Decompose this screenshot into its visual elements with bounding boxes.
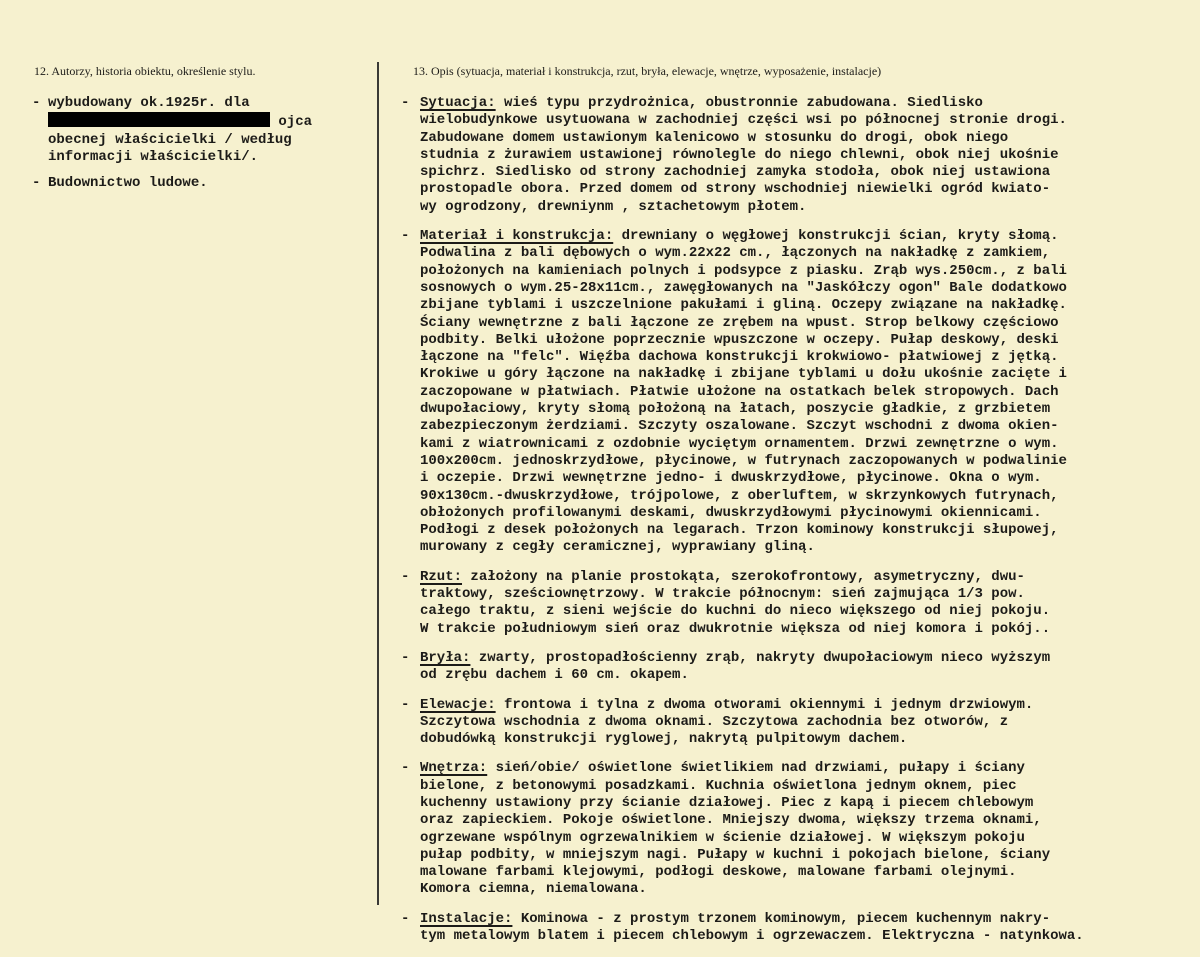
section-13-header: 13. Opis (sytuacja, materiał i konstrukcja, rzut, bryła, elewacje, wnętrze, wyposażenie, instalacje) [413, 64, 882, 78]
rzut-line-1: Rzut: założony na planie prostokąta, szerokofrontowy, asymetryczny, dwu- [420, 568, 1025, 585]
section-instalacje [401, 911, 1200, 946]
material-line-19: murowany z cegły ceramicznej, wyprawiany gliną. [420, 539, 815, 556]
wnetrza-line-3: kuchenny ustawiony przy ścianie działowej. Piec z kapą i piecem chlebowym [420, 794, 1034, 811]
section-12-header: 12. Autorzy, historia obiektu, określenie stylu. [34, 64, 256, 78]
wnetrza-line-7: malowane farbami klejowymi, podłogi deskowe, malowane farbami olejnymi. [420, 864, 1017, 881]
instalacje-line-1: Instalacje: Kominowa - z prostym trzonem kominowym, piecem kuchennym nakry- [420, 910, 1051, 927]
material-line-12: zabezpieczonym żerdziami. Szczyty oszalowane. Szczyt wschodni z dwoma okien- [420, 418, 1059, 435]
material-line-9: Krokiwe u góry łączone na nakładkę i zbijane tyblami u dołu ukośnie zacięte i [420, 366, 1067, 383]
material-line-14: 100x200cm. jednoskrzydłowe, płycinowe, w futrynach zaczopowanych w podwalinie [420, 452, 1067, 469]
bullet-dash: - [401, 649, 410, 666]
wnetrza-heading: Wnętrza: [420, 760, 488, 777]
instalacje-heading: Instalacje: [420, 910, 513, 927]
material-line-2: Podwalina z bali dębowych o wym.22x22 cm., łączonych na nakładkę z zamkiem, [420, 245, 1051, 262]
section-rzut [401, 569, 1200, 638]
wnetrza-line-1: Wnętrza: sień/obie/ oświetlone świetlikiem nad drzwiami, pułapy i ściany [420, 760, 1025, 777]
redaction-block [48, 112, 270, 127]
sytuacja-heading: Sytuacja: [420, 95, 496, 111]
material-line-15: i oczepie. Drzwi wewnętrzne jedno- i dwuskrzydłowe, płycinowe. Okna o wym. [420, 470, 1042, 487]
bullet-dash: - [401, 95, 410, 111]
material-line-18: Podłogi z desek położonych na legarach. Trzon kominowy konstrukcji słupowej, [420, 522, 1059, 539]
left-column [32, 64, 367, 201]
material-line-11: dwupołaciowy, kryty słomą położoną na łatach, poszycie gładkie, z grzbietem [420, 401, 1051, 418]
elewacje-line-3: dobudówką konstrukcji ryglowej, nakrytą pulpitowym dachem. [420, 731, 908, 748]
sytuacja-line-1: Sytuacja: wieś typu przydrożnica, obustronnie zabudowana. Siedlisko [420, 95, 983, 111]
rzut-line-3: całego traktu, z sieni wejście do kuchni do nieco większego od niej pokoju. [420, 603, 1051, 620]
history-line-2 [48, 112, 367, 131]
bullet-dash: - [401, 760, 410, 777]
sytuacja-line-5: spichrz. Siedlisko od strony zachodniej zamyka stodoła, obok niej ustawiona [420, 164, 1051, 181]
column-divider [377, 62, 379, 905]
material-line-3: położonych na kamieniach polnych i podsypce z piasku. Zrąb wys.250cm., z bali [420, 262, 1067, 279]
material-heading: Materiał i konstrukcja: [420, 228, 614, 245]
wnetrza-line-2: bielone, z betonowymi posadzkami. Kuchnia oświetlona jednym oknem, piec [420, 777, 1017, 794]
material-line-4: sosnowych o wym.25-28x11cm., zawęgłowanych na "Jaskółczy ogon" Bale dodatkowo [420, 279, 1067, 296]
wnetrza-line-8: Komora ciemna, niemalowana. [420, 881, 647, 898]
history-line-2-text: ojca [278, 114, 313, 131]
section-wnetrza [401, 760, 1200, 898]
section-bryla [401, 650, 1200, 685]
history-line-3: obecnej właścicielki / według [48, 131, 292, 148]
elewacje-heading: Elewacje: [420, 696, 496, 713]
history-line-4: informacji właścicielki/. [48, 148, 259, 165]
bullet-dash: - [401, 910, 410, 927]
material-line-16: 90x130cm.-dwuskrzydłowe, trójpolowe, z oberluftem, w skrzynkowych futrynach, [420, 487, 1059, 504]
elewacje-line-1: Elewacje: frontowa i tylna z dwoma otworami okiennymi i jednym drzwiowym. [420, 696, 1034, 713]
bryla-heading: Bryła: [420, 649, 471, 666]
style-entry [32, 175, 367, 192]
material-line-5: zbijane tyblami i uszczelnione pakułami i gliną. Oczepy związane na nakładkę. [420, 297, 1067, 314]
style-text: Budownictwo ludowe. [48, 175, 208, 192]
section-material [401, 228, 1200, 557]
wnetrza-line-6: pułap podbity, w mniejszym nagi. Pułapy w kuchni i pokojach bielone, ściany [420, 846, 1051, 863]
sytuacja-line-4: studnia z żurawiem ustawionej równolegle do niego chlewni, obok niej ukośnie [420, 146, 1059, 163]
material-line-10: zaczopowane w płatwiach. Płatwie ułożone na ostatkach belek stropowych. Dach [420, 383, 1059, 400]
rzut-line-2: traktowy, sześciownętrzowy. W trakcie północnym: sień zajmująca 1/3 pow. [420, 586, 1025, 603]
material-line-1: Materiał i konstrukcja: drewniany o węgłowej konstrukcji ścian, kryty słomą. [420, 228, 1059, 245]
elewacje-line-2: Szczytowa wschodnia z dwoma oknami. Szczytowa zachodnia bez otworów, z [420, 713, 1009, 730]
bryla-line-2: od zrębu dachem i 60 cm. okapem. [420, 667, 689, 684]
sytuacja-line-2: wielobudynkowe usytuowana w zachodniej części wsi po północnej stronie drogi. [420, 112, 1067, 129]
instalacje-line-2: tym metalowym blatem i piecem chlebowym i ogrzewaczem. Elektryczna - natynkowa. [420, 928, 1084, 945]
bryla-line-1: Bryła: zwarty, prostopadłościenny zrąb, nakryty dwupołaciowym nieco wyższym [420, 649, 1051, 666]
material-line-8: łączone na "felc". Więźba dachowa konstrukcji krokwiowo- płatwiowej z jętką. [420, 349, 1059, 366]
wnetrza-line-4: oraz zapieckiem. Pokoje oświetlone. Mniejszy dwoma, większy trzema oknami, [420, 812, 1042, 829]
rzut-heading: Rzut: [420, 568, 463, 585]
right-column [401, 64, 1200, 957]
material-line-17: obłożonych profilowanymi deskami, dwuskrzydłowymi płycinowymi okiennicami. [420, 504, 1042, 521]
rzut-line-4: W trakcie południowym sień oraz dwukrotnie większa od niej komora i pokój.. [420, 620, 1051, 637]
material-line-7: podbity. Belki ułożone poprzecznie wpuszczone w oczepy. Pułap deskowy, deski [420, 331, 1059, 348]
sytuacja-line-6: prostopadle obora. Przed domem od strony wschodniej niewielki ogród kwiato- [420, 181, 1051, 198]
bullet-dash: - [401, 568, 410, 585]
wnetrza-line-5: ogrzewane wspólnym ogrzewalnikiem w ścienie działowej. W większym pokoju [420, 829, 1025, 846]
sytuacja-line-7: wy ogrodzony, drewniynm , sztachetowym płotem. [420, 198, 807, 215]
material-line-6: Ściany wewnętrzne z bali łączone ze zrębem na wpust. Strop belkowy częściowo [420, 314, 1059, 331]
history-line-1: wybudowany ok.1925r. dla [48, 95, 250, 111]
bullet-dash: - [32, 95, 41, 111]
sytuacja-line-3: Zabudowane domem ustawionym kalenicowo w stosunku do drogi, obok niego [420, 129, 1009, 146]
history-entry [32, 95, 367, 166]
section-elewacje [401, 697, 1200, 749]
material-line-13: kami z wiatrownicami z ozdobnie wyciętym ornamentem. Drzwi zewnętrzne o wym. [420, 435, 1059, 452]
bullet-dash: - [401, 696, 410, 713]
bullet-dash: - [401, 228, 410, 245]
bullet-dash: - [32, 175, 41, 192]
section-sytuacja [401, 95, 1200, 216]
